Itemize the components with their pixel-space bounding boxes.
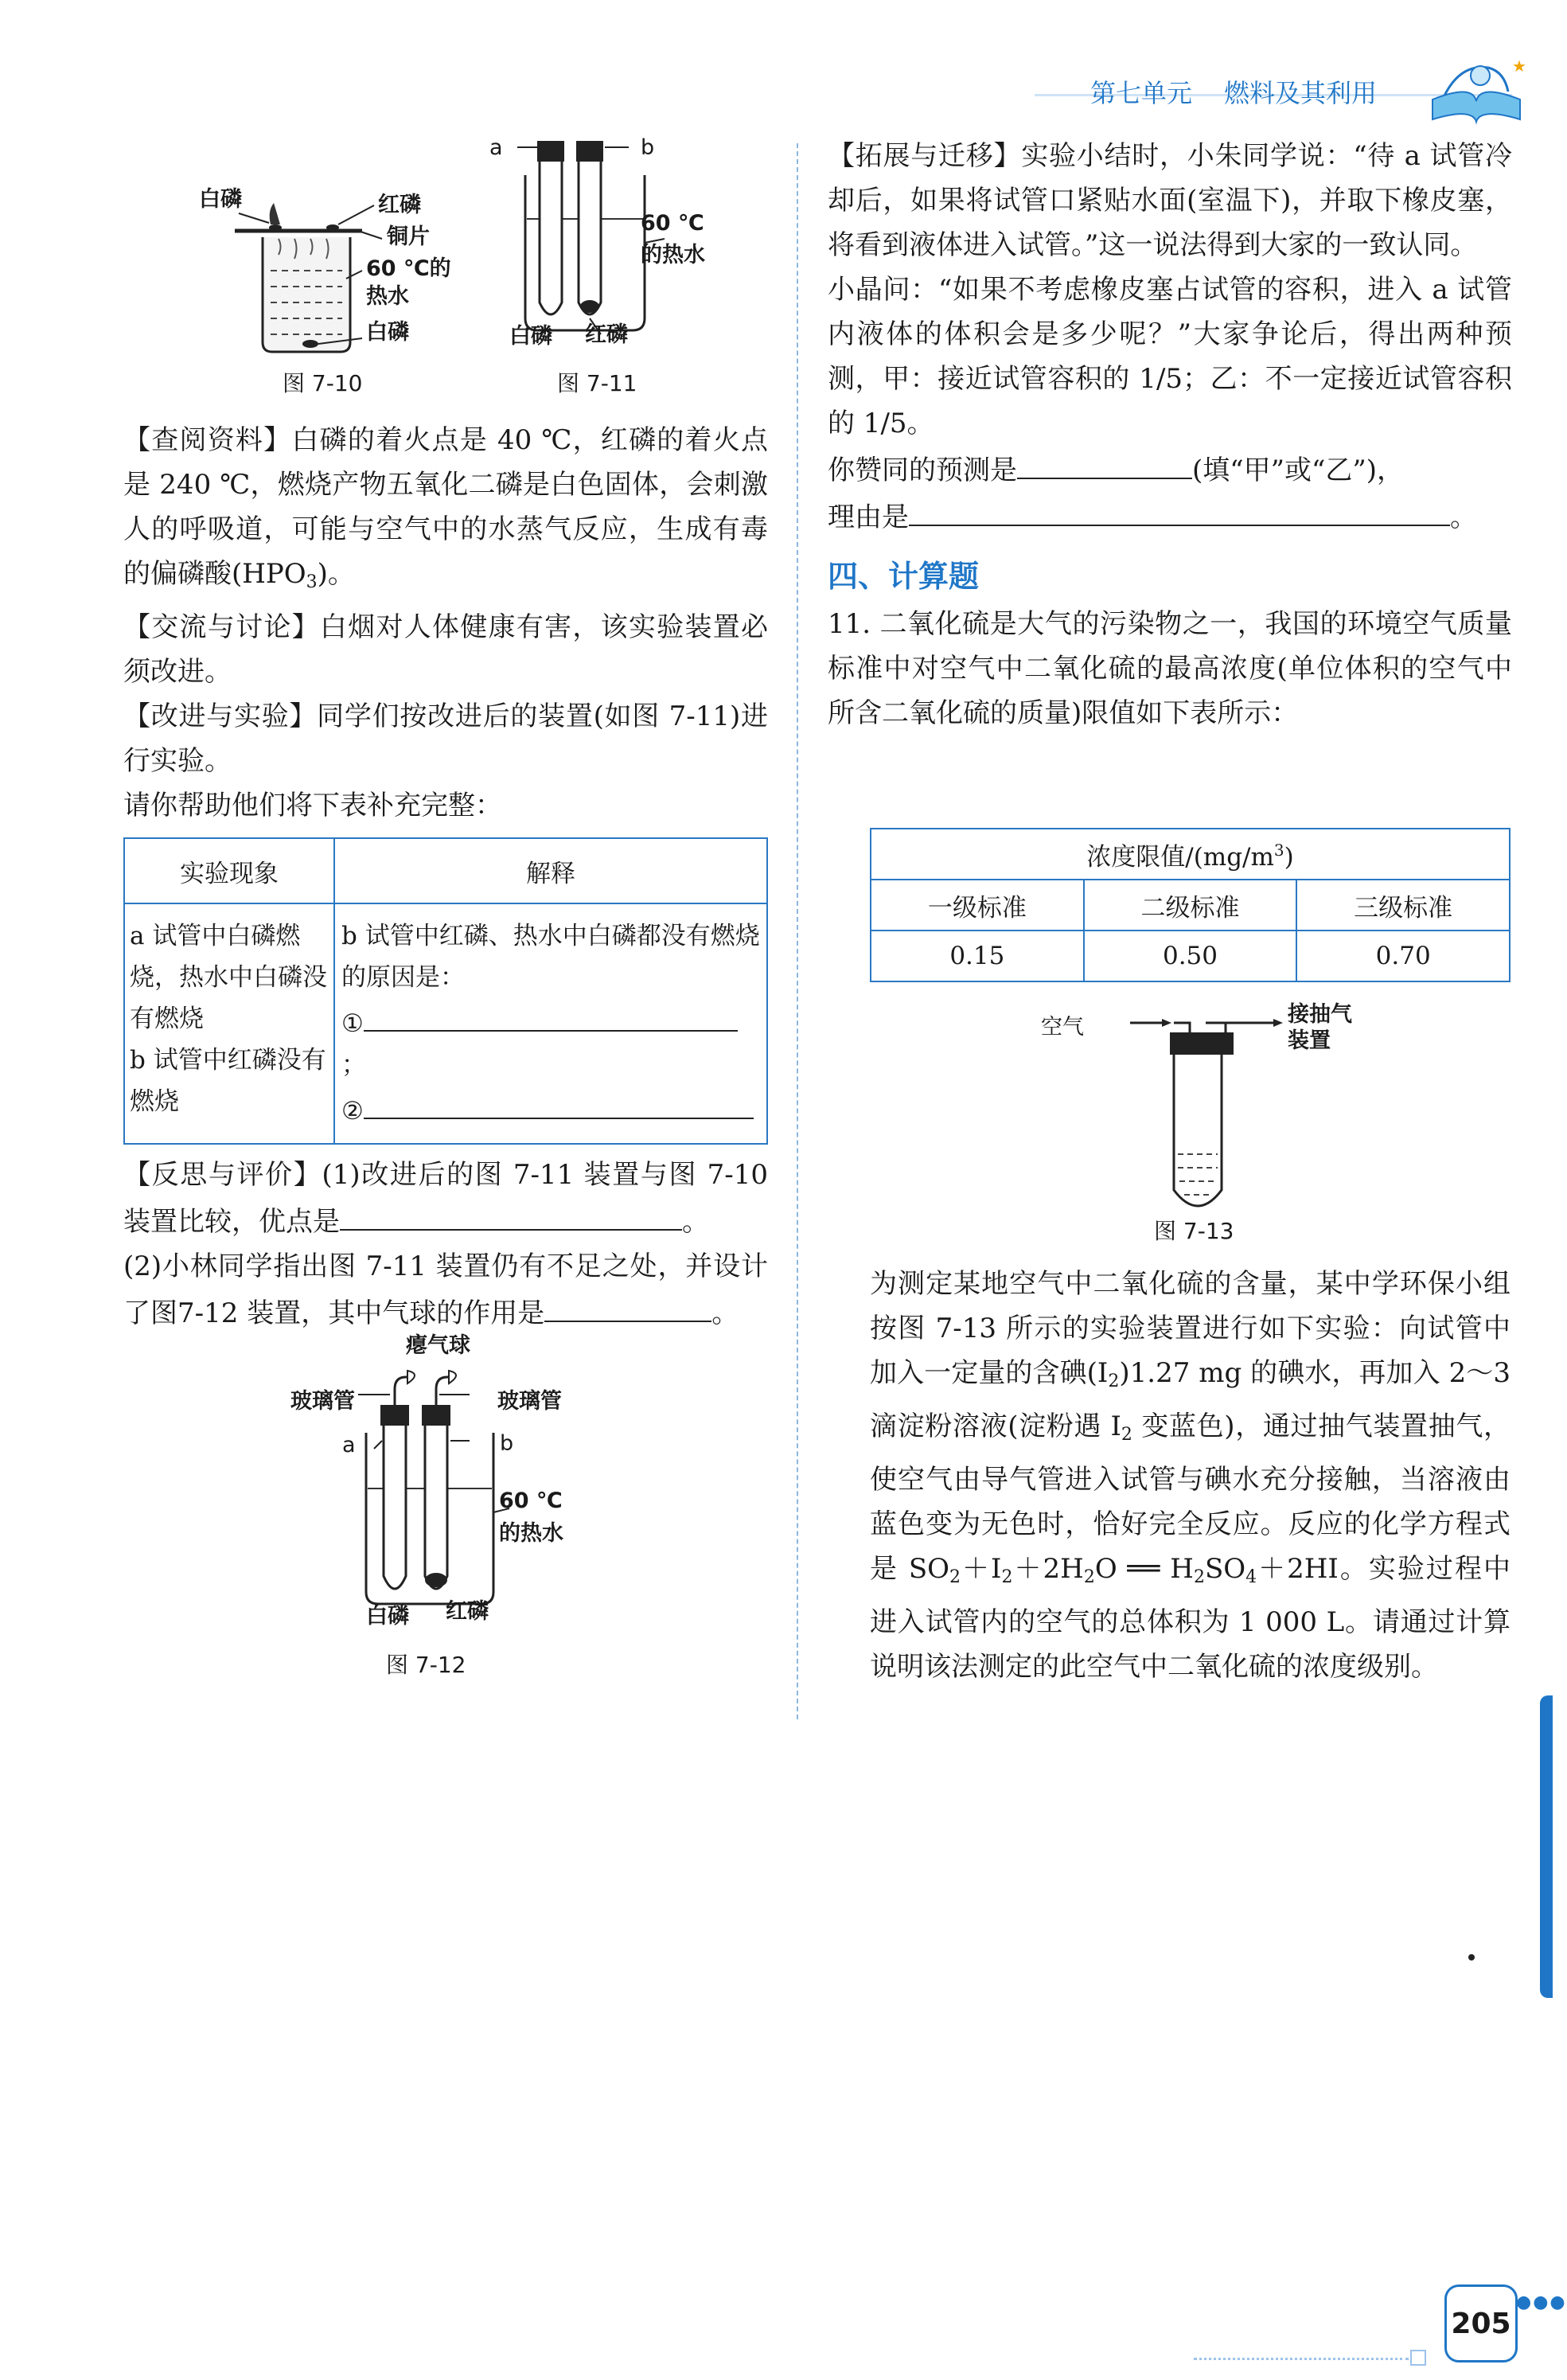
fig712-label-red-p: 红磷 xyxy=(446,1599,489,1624)
right-p4: 理由是 。 xyxy=(828,493,1512,540)
so2-header-level3: 三级标准 xyxy=(1296,880,1510,931)
fig712-label-tube-right: 玻璃管 xyxy=(497,1389,562,1414)
left-p5: 【反思与评价】(1)改进后的图 7-11 装置与图 7-10 装置比较，优点是 。 xyxy=(123,1159,768,1238)
fig712-label-water: 的热水 xyxy=(499,1521,563,1546)
fig713-caption: 图 7-13 xyxy=(1154,1218,1234,1244)
section-heading: 四、计算题 xyxy=(828,559,980,594)
left-p3: 【改进与实验】同学们按改进后的装置(如图 7-11)进行实验。 xyxy=(123,700,768,777)
page-number: 205 xyxy=(1451,2307,1511,2340)
footer-dots-icon: ●●● xyxy=(1516,2292,1567,2312)
fig711-label-temp: 60 ℃ xyxy=(641,211,704,236)
right-column xyxy=(828,134,1512,735)
explain-intro: b 试管中红磷、热水中白磷都没有燃烧的原因是： xyxy=(341,922,760,992)
phenomenon-a: a 试管中白磷燃烧，热水中白磷没有燃烧 xyxy=(130,922,327,1033)
fig711-label-a: a xyxy=(489,135,503,160)
footer-line xyxy=(1194,2358,1409,2360)
so2-header-level1: 一级标准 xyxy=(871,880,1084,931)
fig710-label-red-p: 红磷 xyxy=(378,193,421,217)
left-p6: (2)小林同学指出图 7-11 装置仍有不足之处，并设计了图7-12 装置，其中气球的作用是 。 xyxy=(123,1250,768,1329)
so2-value-level3: 0.70 xyxy=(1296,931,1510,981)
blank1-semicolon: ； xyxy=(341,1051,366,1079)
fig713-label-pump1: 接抽气 xyxy=(1288,1002,1352,1027)
blank2-marker: ② xyxy=(341,1097,364,1126)
fig712-caption: 图 7-12 xyxy=(386,1652,466,1678)
answer-blank-reason[interactable] xyxy=(909,493,1450,526)
so2-limit-table xyxy=(870,828,1510,982)
fig712-label-balloon: 瘪气球 xyxy=(406,1333,470,1358)
table-cell-phenomena xyxy=(124,903,334,1144)
experiment-text: 为测定某地空气中二氧化硫的含量，某中学环保小组按图 7-13 所示的实验装置进行如下实验：向试管中加入一定量的含碘$(I_2)1.27$ mg 的碘水，再加入 2～3 滴淀粉溶液(淀粉遇 $I_2$ 变蓝色)，通过抽气装置抽气，使空气由导气管进入试管与碘水充分接触，当溶液由蓝色变为无色时，恰好完全反应。反应的化学方程式是 $SO_2+I_2+2H_2O$ ══ $H_2SO_4+2HI$。实验过程中进入试管内的空气的总体积为 1 000 L。请通过计算说明该法测定的此空气中二氧化硫的浓度级别。 xyxy=(870,1268,1510,1683)
fig710-label-water: 热水 xyxy=(366,284,409,309)
fig711-label-water: 的热水 xyxy=(641,243,705,267)
question-11: 11. 二氧化硫是大气的污染物之一，我国的环境空气质量标准中对空气中二氧化硫的最高浓度(单位体积的空气中所含二氧化硫的质量)限值如下表所示： xyxy=(828,608,1512,729)
blank1-marker: ① xyxy=(341,1009,364,1038)
so2-value-level1: 0.15 xyxy=(871,931,1084,981)
fig710-label-temp: 60 ℃的 xyxy=(366,256,451,281)
edge-dot xyxy=(1468,1954,1475,1961)
left-p4: 请你帮助他们将下表补充完整： xyxy=(123,790,502,821)
phenomena-table xyxy=(123,837,768,1145)
phenomenon-b: b 试管中红磷没有燃烧 xyxy=(130,1046,326,1116)
page-number-badge xyxy=(1444,2284,1518,2362)
fig713-label-air: 空气 xyxy=(1041,1015,1084,1040)
fig713-label-pump2: 装置 xyxy=(1288,1028,1331,1053)
fig710-label-white-p1: 白磷 xyxy=(199,187,242,212)
right-p3: 你赞同的预测是 (填“甲”或“乙”)， xyxy=(828,446,1512,493)
header-unit: 第七单元 xyxy=(1090,78,1193,108)
column-divider xyxy=(797,143,798,1719)
fig710-caption: 图 7-10 xyxy=(283,370,363,396)
book-logo-icon xyxy=(1425,52,1528,127)
right-p1: 【拓展与迁移】实验小结时，小朱同学说：“待 a 试管冷却后，如果将试管口紧贴水面(室温下)，并取下橡皮塞，将看到液体进入试管。”这一说法得到大家的一致认同。 xyxy=(828,140,1512,261)
fig710-label-white-p2: 白磷 xyxy=(366,320,409,345)
table-header-explanation: 解释 xyxy=(334,838,767,903)
fig712-label-tube-left: 玻璃管 xyxy=(290,1389,355,1414)
figure-7-13 xyxy=(1106,999,1313,1218)
fig711-label-b: b xyxy=(641,135,655,160)
answer-blank-advantage[interactable] xyxy=(340,1197,682,1231)
left-p1: 【查阅资料】白磷的着火点是 40 ℃，红磷的着火点是 240 ℃，燃烧产物五氧化二磷是白色固体，会刺激人的呼吸道，可能与空气中的水蒸气反应，生成有毒的偏磷酸$(HPO_3)$。 xyxy=(123,424,768,592)
footer-square-icon xyxy=(1410,2350,1426,2366)
edge-tab xyxy=(1540,1695,1553,1998)
so2-header-level2: 二级标准 xyxy=(1084,880,1297,931)
fig710-label-copper: 铜片 xyxy=(387,224,430,249)
fig712-label-b: b xyxy=(500,1431,514,1456)
experiment-paragraph xyxy=(870,1262,1510,1689)
fig711-caption: 图 7-11 xyxy=(557,370,637,396)
fig711-label-white-p: 白磷 xyxy=(509,324,552,349)
answer-blank-prediction[interactable] xyxy=(1017,446,1192,479)
fig712-label-a: a xyxy=(342,1433,356,1457)
so2-value-level2: 0.50 xyxy=(1084,931,1297,981)
answer-blank-2[interactable] xyxy=(364,1086,754,1119)
table-cell-explanation xyxy=(334,903,767,1144)
left-p2: 【交流与讨论】白烟对人体健康有害，该实验装置必须改进。 xyxy=(123,611,768,688)
left-column xyxy=(123,418,768,1336)
svg-text:★: ★ xyxy=(1512,57,1526,76)
answer-blank-1[interactable] xyxy=(364,998,738,1032)
fig711-label-red-p: 红磷 xyxy=(585,322,628,347)
table-header-phenomenon: 实验现象 xyxy=(124,838,334,903)
answer-blank-balloon[interactable] xyxy=(544,1289,711,1322)
header-title: 燃料及其利用 xyxy=(1224,78,1378,108)
fig712-label-white-p: 白磷 xyxy=(366,1604,409,1629)
right-p2: 小晶问：“如果不考虑橡皮塞占试管的容积，进入 a 试管内液体的体积会是多少呢？”大家争论后，得出两种预测，甲：接近试管容积的 1/5；乙：不一定接近试管容积的 1/5。 xyxy=(828,274,1512,439)
fig712-label-temp: 60 ℃ xyxy=(499,1488,563,1513)
so2-table-title: 浓度限值$/(mg/m^3)$ xyxy=(871,829,1510,880)
